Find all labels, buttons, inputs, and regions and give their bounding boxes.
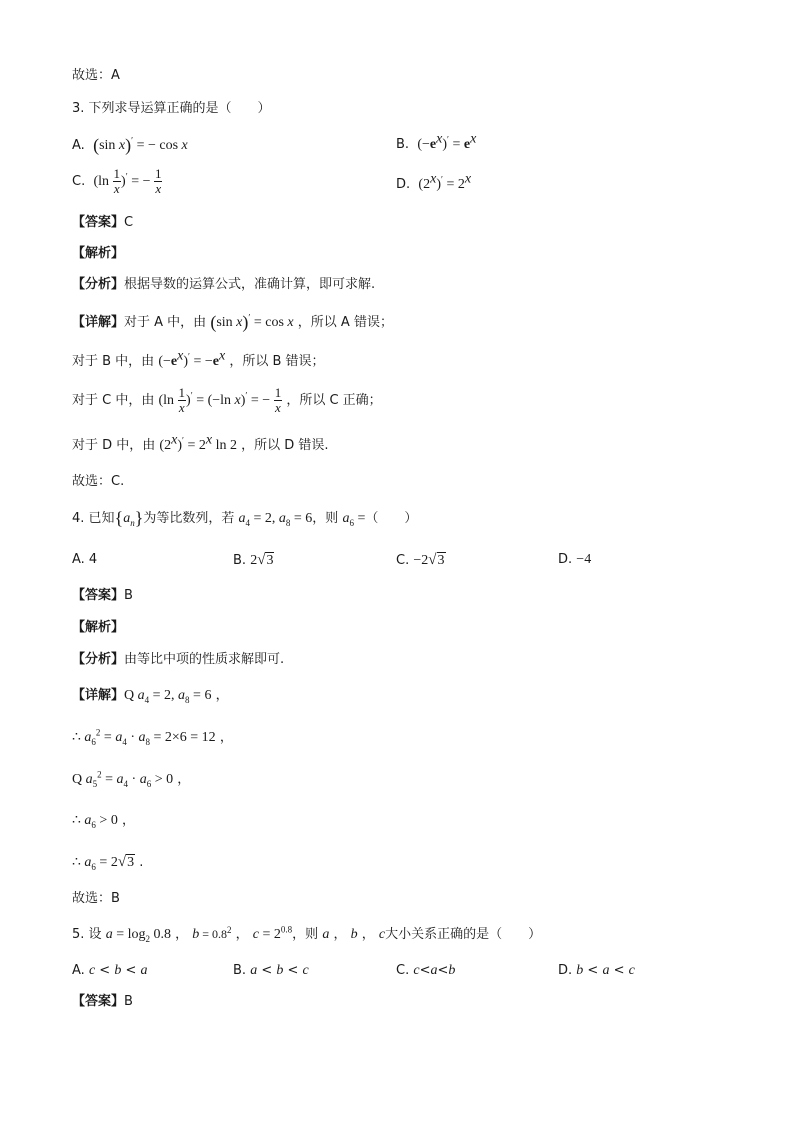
answer-tag: 【答案】	[72, 215, 125, 230]
question-5-stem: 5. 设 $a = \log_2 0.8$ ， $b = 0.8^2$ ， $c = 2^{0.8}$，则 a ， b ， c大小关系正确的是（ ）	[72, 924, 542, 944]
question-4-stem: 4. 已知$\{a_n\}$为等比数列，若 $a_4 = 2$, $a_8 = 6$，则 $a_6$ =（ ）	[72, 508, 418, 528]
q5-option-b: B. a < b < c	[233, 963, 309, 978]
q3-option-a: A. (sin x)′ = − cos x	[72, 135, 188, 155]
q5-option-d: D. b < a < c	[558, 963, 635, 978]
q4-option-a: A. 4	[72, 552, 98, 567]
q3-detail-1: 【详解】对于 A 中，由 (sin x)′ = cos x ，所以 A 错误；	[72, 312, 393, 332]
q5-option-c: C. c<a<b	[396, 963, 456, 978]
q4-analysis-heading: 【解析】	[72, 620, 125, 635]
q4-conclusion: 故选：B	[72, 891, 120, 906]
question-3-stem: 3. 下列求导运算正确的是（ ）	[72, 101, 271, 116]
q3-analysis-heading: 【解析】	[72, 246, 125, 261]
q3-option-c: C. (ln $\frac{1}{x}$ )′ = − $\frac{1}{x}$	[72, 166, 162, 197]
q4-option-b: B. 2√3	[233, 552, 274, 568]
q3-option-b: B. $(-e^x)' = e^x$	[396, 131, 477, 152]
q5-option-a: A. c < b < a	[72, 963, 148, 978]
q4-detail-2: ∴ $a_6^2 = a_4 \cdot a_8 = 2\times 6 = 12$ ，	[72, 727, 233, 747]
q3-detail-3: 对于 C 中，由 (ln $\frac{1}{x}$ )′ = (−ln x)′ = − $\frac{1}{x}$ ，所以 C 正确；	[72, 385, 382, 416]
q3-fenxi: 【分析】根据导数的运算公式，准确计算，即可求解.	[72, 277, 376, 292]
q4-answer: 【答案】B	[72, 588, 133, 603]
q4-fenxi: 【分析】由等比中项的性质求解即可.	[72, 652, 285, 667]
q3-option-d: D. $(2^x)' = 2^x$	[396, 171, 472, 192]
q4-detail-4: ∴ $a_6 > 0$ ，	[72, 813, 135, 830]
q3-answer: 【答案】C	[72, 215, 134, 230]
q3-detail-4: 对于 D 中，由 $(2^x)' = 2^x$ ln 2 ，所以 D 错误.	[72, 432, 329, 453]
q4-detail-3: Q $a_5^2 = a_4 \cdot a_6 > 0$ ，	[72, 769, 191, 789]
q3-conclusion: 故选：C.	[72, 474, 125, 489]
q4-detail-5: ∴ $a_6 = 2√3$ .	[72, 854, 144, 872]
q4-option-d: D. −4	[558, 552, 592, 567]
q3-detail-2: 对于 B 中，由 $(-e^x)' = -e^x$ ，所以 B 错误；	[72, 348, 325, 369]
q5-answer: 【答案】B	[72, 994, 133, 1009]
q4-option-c: C. −2√3	[396, 552, 445, 568]
conclusion-q2: 故选：A	[72, 68, 120, 83]
q4-detail-1: 【详解】Q $a_4 = 2$, $a_8 = 6$ ，	[72, 688, 229, 705]
